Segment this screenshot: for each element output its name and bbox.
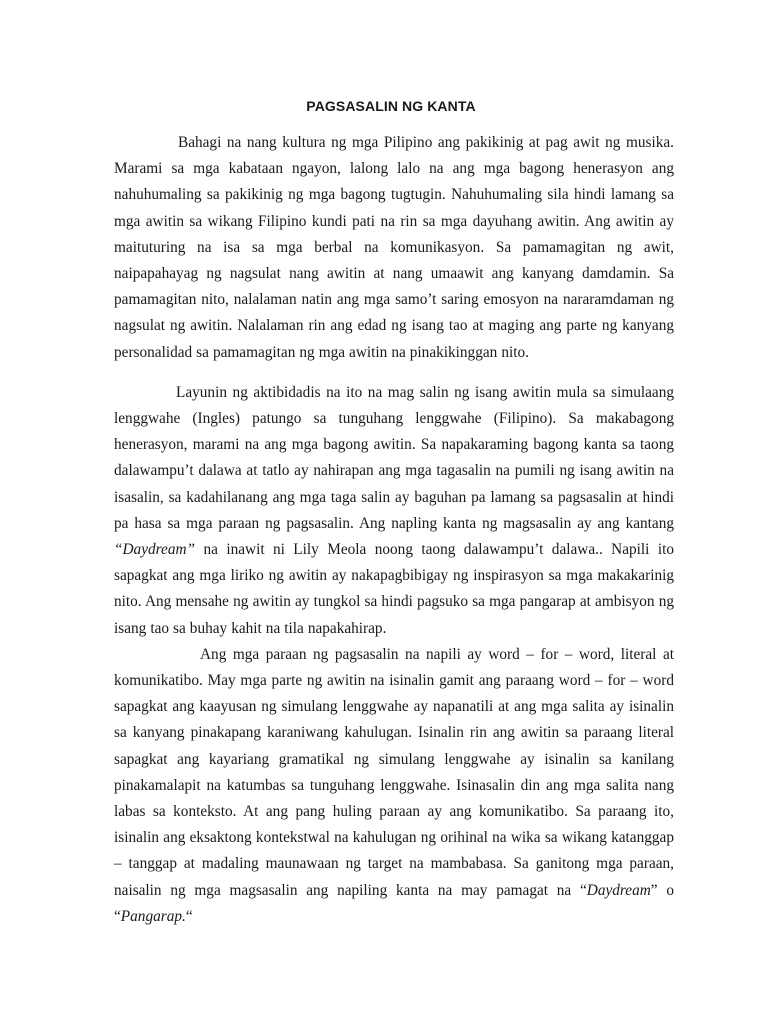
- paragraph-3-text-a: Ang mga paraan ng pagsasalin na napili ay word – for – word, literal at komunikatibo. May mga parte ng awitin na isinalin gamit ang paraang word – for – word sapagkat ang kaayusan ng simulang lenggwahe ay napanatili at ang mga salita ay isinalin sa kanyang pinakapang karaniwang kahulugan. Isinalin rin ang awitin sa paraang literal sapagkat ang kayariang gramatikal ng simulang lenggwahe ay isinalin sa kanilang pinakamalapit na katumbas sa tunguhang lenggwahe. Isinasalin din ang mga salita nang labas sa konteksto. At ang pang huling paraan ay ang komunikatibo. Sa paraang ito, isinalin ang eksaktong kontekstwal na kahulugan ng orihinal na wika sa wikang katanggap – tanggap at madaling maunawaan ng target na mambabasa. Sa ganitong mga paraan, naisalin ng mga magsasalin ang napiling kanta na may pamagat na “: [114, 645, 674, 899]
- paragraph-2: [114, 380, 674, 642]
- page-title: PAGSASALIN NG KANTA: [306, 98, 476, 114]
- paragraph-1: Bahagi na nang kultura ng mga Pilipino ang pakikinig at pag awit ng musika. Marami sa mga kabataan ngayon, lalong lalo na ang mga bagong henerasyon ang nahuhumaling sa pakikinig ng mga bagong tugtugin. Nahuhumaling sila hindi lamang sa mga awitin sa wikang Filipino kundi pati na rin sa mga dayuhang awitin. Ang awitin ay maituturing na isa sa mga berbal na komunikasyon. Sa pamamagitan ng awit, naipapahayag ng nagsulat nang awitin at nang umaawit ang kanyang damdamin. Sa pamamagitan nito, nalalaman natin ang mga samo’t saring emosyon na nararamdaman ng nagsulat ng awitin. Nalalaman rin ang edad ng isang tao at maging ang parte ng kanyang personalidad sa pamamagitan ng mga awitin na pinakikinggan nito.: [114, 134, 674, 361]
- song-title-pangarap: Pangarap.: [120, 907, 186, 925]
- song-title-daydream-2: Daydream: [586, 881, 651, 899]
- document-page: [114, 98, 674, 930]
- paragraph-3-text-b: ” o “: [114, 881, 675, 925]
- paragraph-2-text-b: na inawit ni Lily Meola noong taong dalawampu’t dalawa.. Napili ito sapagkat ang mga liriko ng awitin ay nakapagbibigay ng inspirasyon sa mga makakarinig nito. Ang mensahe ng awitin ay tungkol sa hindi pagsuko sa mga pangarap at ambisyon ng isang tao sa buhay kahit na tila napakahirap.: [114, 541, 674, 637]
- paragraph-3-end-quote: “: [185, 907, 193, 925]
- paragraph-2-text-a: Layunin ng aktibidadis na ito na mag salin ng isang awitin mula sa simulaang lenggwahe (Ingles) patungo sa tunguhang lenggwahe (Filipino). Sa makabagong henerasyon, marami na ang mga bagong awitin. Sa napakaraming bagong kanta sa taong dalawampu’t dalawa at tatlo ay nahirapan ang mga tagasalin na pumili ng isang awitin na isasalin, sa kadahilanang ang mga taga salin ay baguhan pa lamang sa pagsasalin at hindi pa hasa sa mga paraan ng pagsasalin. Ang napling kanta ng magsasalin ay ang kantang: [114, 383, 674, 532]
- song-title-daydream: “Daydream”: [114, 541, 196, 559]
- paragraph-3: [114, 642, 674, 930]
